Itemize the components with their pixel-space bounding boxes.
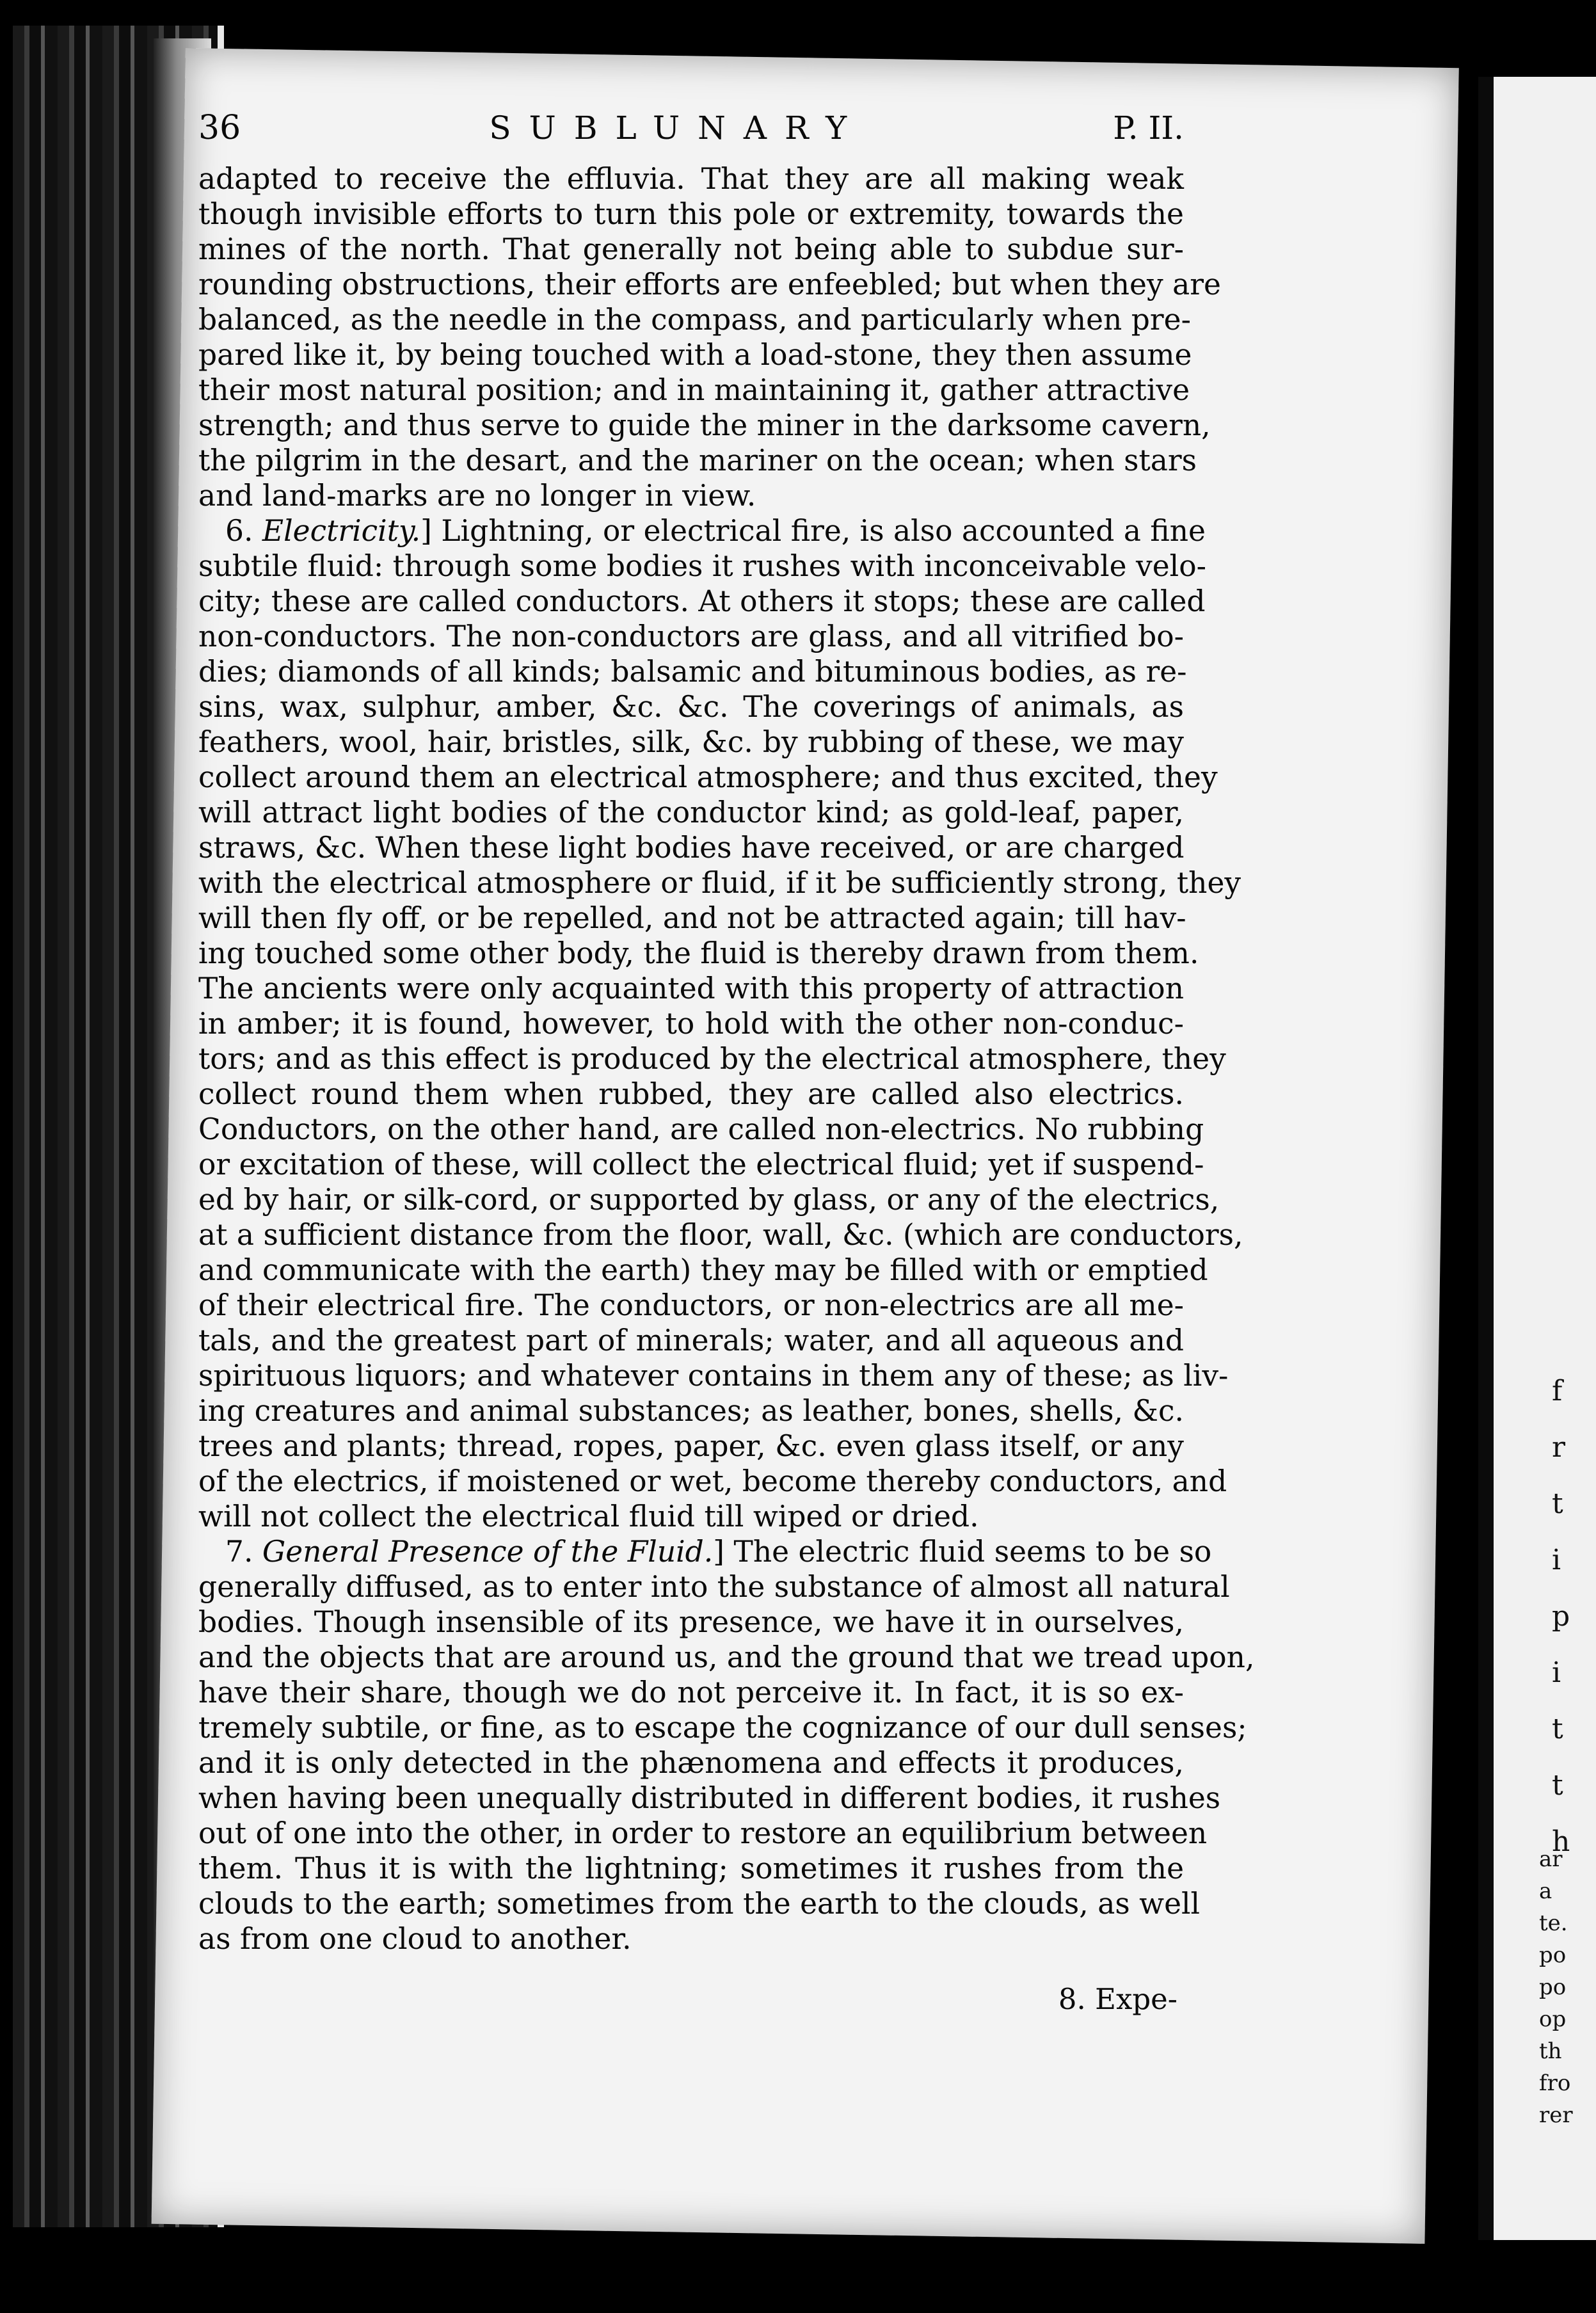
text-line: subtile fluid: through some bodies it rushes with inconceivable velo- — [198, 549, 1206, 583]
part-label: P. II. — [1113, 109, 1184, 147]
text-line: clouds to the earth; sometimes from the earth to the clouds, as well — [198, 1887, 1201, 1921]
text-line: the pilgrim in the desart, and the mariner on the ocean; when stars — [198, 444, 1197, 477]
text-line: straws, &c. When these light bodies have received, or are charged — [198, 831, 1185, 865]
text-line: of their electrical fire. The conductors, or non-electrics are all me- — [198, 1288, 1184, 1322]
text-line: though invisible efforts to turn this pole or extremity, towards the — [198, 197, 1184, 231]
catchword-text: 8. Expe- — [1058, 1982, 1177, 2016]
text-line: will not collect the electrical fluid till wiped or dried. — [198, 1500, 979, 1533]
section-7-first-line-text: ] The electric fluid seems to be so — [713, 1535, 1212, 1569]
facing-page-char: t — [1552, 1713, 1563, 1745]
text-line: dies; diamonds of all kinds; balsamic and bituminous bodies, as re- — [198, 655, 1187, 689]
facing-page-fragment: te. — [1539, 1910, 1568, 1936]
text-line: at a sufficient distance from the floor, wall, &c. (which are conductors, — [198, 1218, 1243, 1252]
facing-page-edge — [1478, 77, 1596, 2240]
facing-page-char: i — [1552, 1656, 1561, 1689]
text-line: mines of the north. That generally not being able to subdue sur- — [198, 232, 1184, 266]
text-line: tors; and as this effect is produced by the electrical atmosphere, they — [198, 1042, 1226, 1076]
section-7-first-line — [198, 1534, 1212, 1569]
facing-page-char: r — [1552, 1431, 1566, 1464]
facing-page-char: p — [1552, 1600, 1570, 1633]
text-line: and communicate with the earth) they may be filled with or emptied — [198, 1253, 1208, 1287]
running-header — [198, 109, 1184, 160]
page-text-block — [198, 109, 1255, 2016]
facing-page-char: t — [1552, 1769, 1563, 1802]
text-line: in amber; it is found, however, to hold with the other non-conduc- — [198, 1007, 1184, 1041]
text-line: feathers, wool, hair, bristles, silk, &c. by rubbing of these, we may — [198, 725, 1184, 759]
text-line: collect round them when rubbed, they are called also electrics. — [198, 1077, 1184, 1111]
text-line: out of one into the other, in order to restore an equilibrium between — [198, 1816, 1208, 1850]
facing-page-fragment: th — [1539, 2038, 1562, 2064]
text-line: sins, wax, sulphur, amber, &c. &c. The coverings of animals, as — [198, 690, 1184, 724]
page-number: 36 — [198, 109, 241, 147]
text-line: ing touched some other body, the fluid is thereby drawn from them. — [198, 936, 1199, 970]
text-line: tremely subtile, or fine, as to escape the cognizance of our dull senses; — [198, 1711, 1247, 1745]
text-line: spirituous liquors; and whatever contains in them any of these; as liv- — [198, 1359, 1229, 1393]
section-7-number: 7. — [225, 1535, 253, 1569]
text-line: and it is only detected in the phænomena and effects it produces, — [198, 1746, 1184, 1780]
text-line: of the electrics, if moistened or wet, become thereby conductors, and — [198, 1464, 1227, 1498]
text-line: as from one cloud to another. — [198, 1922, 632, 1956]
facing-page-fragment: a — [1539, 1878, 1552, 1904]
text-line: bodies. Though insensible of its presence, we have it in ourselves, — [198, 1605, 1184, 1639]
text-line: with the electrical atmosphere or fluid, if it be sufficiently strong, they — [198, 866, 1241, 900]
facing-page-fragment: po — [1539, 1974, 1567, 2000]
facing-page-fragment: fro — [1539, 2070, 1571, 2096]
text-line: and land-marks are no longer in view. — [198, 479, 756, 513]
facing-page-char: t — [1552, 1487, 1563, 1520]
text-line: Conductors, on the other hand, are called non-electrics. No rubbing — [198, 1112, 1204, 1146]
text-line: The ancients were only acquainted with this property of attraction — [198, 972, 1184, 1005]
text-line: them. Thus it is with the lightning; sometimes it rushes from the — [198, 1852, 1184, 1885]
facing-page-char: f — [1552, 1375, 1563, 1407]
section-6-first-line-text: ] Lightning, or electrical fire, is also accounted a fine — [420, 514, 1206, 548]
text-line: adapted to receive the effluvia. That they are all making weak — [198, 162, 1184, 196]
text-line: strength; and thus serve to guide the miner in the darksome cavern, — [198, 408, 1211, 442]
running-title: SUBLUNARY — [489, 109, 865, 147]
section-6-body — [198, 548, 1243, 1534]
text-line: generally diffused, as to enter into the substance of almost all natural — [198, 1570, 1230, 1604]
catchword — [198, 1982, 1184, 2016]
text-line: have their share, though we do not perceive it. In fact, it is so ex- — [198, 1676, 1184, 1709]
text-line: tals, and the greatest part of minerals; water, and all aqueous and — [198, 1324, 1184, 1357]
facing-page-char: i — [1552, 1544, 1561, 1576]
facing-page-fragment: po — [1539, 1942, 1567, 1968]
text-line: will attract light bodies of the conductor kind; as gold-leaf, paper, — [198, 796, 1184, 829]
text-line: or excitation of these, will collect the electrical fluid; yet if suspend- — [198, 1148, 1204, 1181]
facing-page-fragments — [1539, 1843, 1577, 2131]
section-7-heading: General Presence of the Fluid. — [262, 1535, 714, 1569]
text-line: will then fly off, or be repelled, and not be attracted again; till hav- — [198, 901, 1186, 935]
text-line: ed by hair, or silk-cord, or supported by glass, or any of the electrics, — [198, 1183, 1220, 1217]
facing-page-fragment: rer — [1539, 2102, 1573, 2128]
facing-page-fragment: op — [1539, 2006, 1567, 2032]
text-line: pared like it, by being touched with a load-stone, they then assume — [198, 338, 1192, 372]
facing-page-fragment: ar — [1539, 1846, 1563, 1872]
section-7-body — [198, 1569, 1255, 1957]
text-line: collect around them an electrical atmosphere; and thus excited, they — [198, 760, 1218, 794]
text-line: their most natural position; and in maintaining it, gather attractive — [198, 373, 1190, 407]
text-line: when having been unequally distributed in different bodies, it rushes — [198, 1781, 1221, 1815]
text-line: balanced, as the needle in the compass, and particularly when pre- — [198, 303, 1191, 337]
text-line: ing creatures and animal substances; as leather, bones, shells, &c. — [198, 1394, 1184, 1428]
text-line: trees and plants; thread, ropes, paper, &c. even glass itself, or any — [198, 1429, 1184, 1463]
text-line: rounding obstructions, their efforts are enfeebled; but when they are — [198, 268, 1221, 301]
text-line: and the objects that are around us, and the ground that we tread upon, — [198, 1640, 1255, 1674]
text-line: city; these are called conductors. At others it stops; these are called — [198, 584, 1206, 618]
facing-page-chars — [1552, 1363, 1577, 1870]
facing-page-char: h — [1552, 1825, 1570, 1858]
section-6-heading: Electricity. — [262, 514, 421, 548]
section-6-number: 6. — [225, 514, 253, 548]
section-6-first-line — [198, 513, 1206, 548]
body-paragraph-1 — [198, 161, 1221, 513]
text-line: non-conductors. The non-conductors are glass, and all vitrified bo- — [198, 620, 1184, 653]
